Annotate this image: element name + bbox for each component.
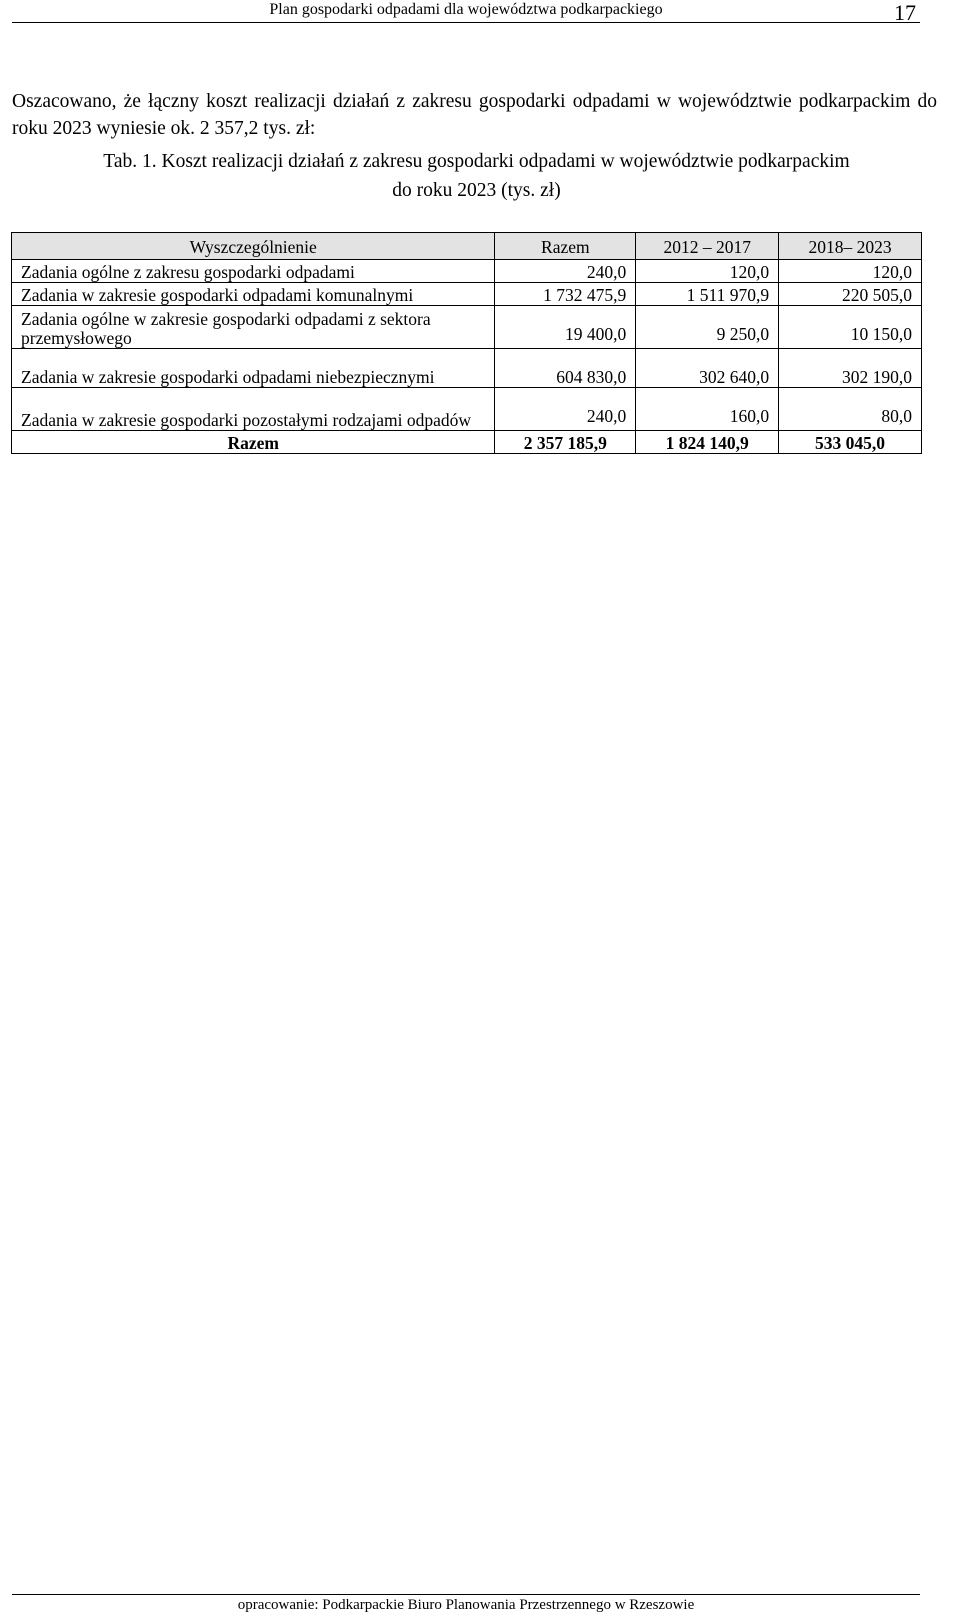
row-period-2: 220 505,0 — [779, 283, 922, 306]
table-caption — [18, 147, 935, 205]
row-name: Zadania w zakresie gospodarki odpadami komunalnymi — [12, 283, 495, 306]
row-period-1: 120,0 — [636, 260, 779, 283]
header-period-2018-2023: 2018– 2023 — [779, 233, 922, 260]
row-name: Zadania ogólne w zakresie gospodarki odpadami z sektora przemysłowego — [12, 306, 495, 349]
table-caption-line-1: Tab. 1. Koszt realizacji działań z zakresu gospodarki odpadami w województwie podkarpackim — [103, 151, 850, 172]
header-period-2012-2017: 2012 – 2017 — [636, 233, 779, 260]
table-row — [12, 260, 922, 283]
row-period-1: 9 250,0 — [636, 306, 779, 349]
row-total: 604 830,0 — [495, 349, 636, 388]
intro-paragraph: Oszacowano, że łączny koszt realizacji działań z zakresu gospodarki odpadami w województwie podkarpackim do roku 2023 wyniesie ok. 2 357,2 tys. zł: — [12, 90, 937, 139]
table-row — [12, 283, 922, 306]
row-name: Zadania w zakresie gospodarki pozostałymi rodzajami odpadów — [12, 388, 495, 431]
page-footer: opracowanie: Podkarpackie Biuro Planowania Przestrzennego w Rzeszowie — [12, 1594, 920, 1614]
row-name: Zadania ogólne z zakresu gospodarki odpadami — [12, 260, 495, 283]
row-total: 1 732 475,9 — [495, 283, 636, 306]
row-period-1: 160,0 — [636, 388, 779, 431]
row-period-1: 302 640,0 — [636, 349, 779, 388]
row-period-2: 80,0 — [779, 388, 922, 431]
page-header — [12, 0, 920, 23]
table-header-row — [12, 233, 922, 260]
header-description: Wyszczególnienie — [12, 233, 495, 260]
total-period-2: 533 045,0 — [779, 431, 922, 454]
total-period-1: 1 824 140,9 — [636, 431, 779, 454]
row-period-2: 302 190,0 — [779, 349, 922, 388]
row-period-2: 120,0 — [779, 260, 922, 283]
document-title: Plan gospodarki odpadami dla województwa podkarpackiego — [269, 1, 663, 18]
row-period-2: 10 150,0 — [779, 306, 922, 349]
page-number: 17 — [894, 0, 916, 25]
row-total: 19 400,0 — [495, 306, 636, 349]
table-row — [12, 306, 922, 349]
row-period-1: 1 511 970,9 — [636, 283, 779, 306]
table-row — [12, 388, 922, 431]
cost-table — [11, 232, 922, 454]
total-label: Razem — [12, 431, 495, 454]
row-name: Zadania w zakresie gospodarki odpadami niebezpiecznymi — [12, 349, 495, 388]
table-row — [12, 349, 922, 388]
row-total: 240,0 — [495, 260, 636, 283]
table-caption-line-2: do roku 2023 (tys. zł) — [392, 180, 561, 201]
table-total-row — [12, 431, 922, 454]
total-sum: 2 357 185,9 — [495, 431, 636, 454]
header-total: Razem — [495, 233, 636, 260]
row-total: 240,0 — [495, 388, 636, 431]
